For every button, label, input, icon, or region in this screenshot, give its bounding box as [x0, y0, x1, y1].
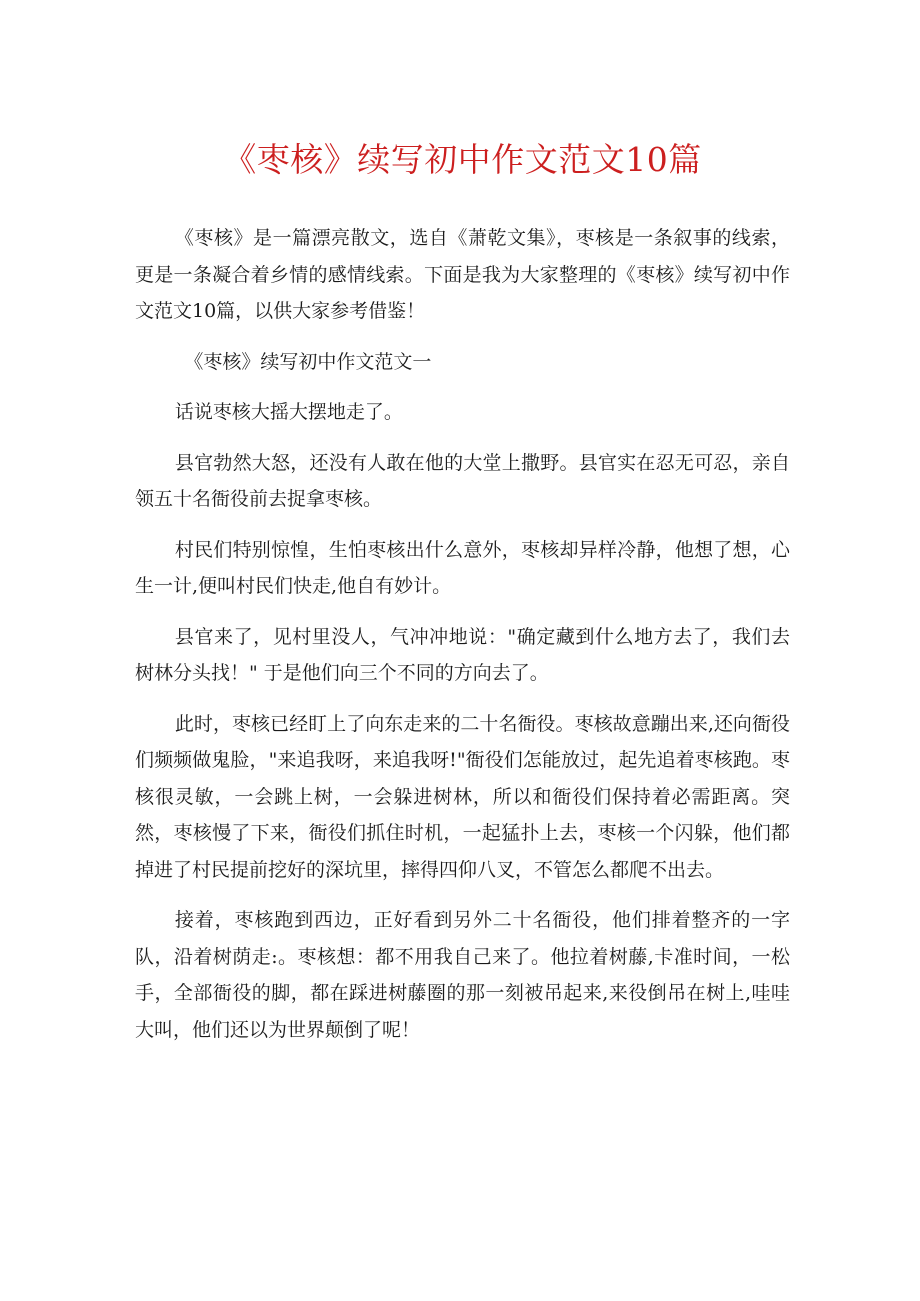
- intro-paragraph: 《枣核》是一篇漂亮散文，选自《萧乾文集》，枣核是一条叙事的线索，更是一条凝合着乡情的感情线索。下面是我为大家整理的《枣核》续写初中作文范文10篇，以供大家参考借鉴！: [135, 227, 790, 322]
- section-heading: 《枣核》续写初中作文范文一: [184, 350, 432, 373]
- body-paragraph: 村民们特别惊惶，生怕枣核出什么意外，枣核却异样冷静，他想了想，心生一计,便叫村民们快走,他自有妙计。: [135, 538, 790, 597]
- document-title: 《枣核》续写初中作文范文10篇: [223, 140, 702, 179]
- body-paragraph: 此时，枣核已经盯上了向东走来的二十名衙役。枣核故意蹦出来,还向衙役们频频做鬼脸，"来追我呀，来追我呀!"衙役们怎能放过，起先追着枣核跑。枣核很灵敏，一会跳上树，一会躲进树林，所以和衙役们保持着必需距离。突然，枣核慢了下来，衙役们抓住时机，一起猛扑上去，枣核一个闪躲，他们都掉进了村民提前挖好的深坑里，摔得四仰八叉，不管怎么都爬不出去。: [135, 712, 790, 881]
- body-paragraph: 县官来了，见村里没人，气冲冲地说："确定藏到什么地方去了，我们去树林分头找！" 于是他们向三个不同的方向去了。: [135, 625, 790, 684]
- body-paragraph: 话说枣核大摇大摆地走了。: [174, 401, 403, 423]
- body-paragraph: 县官勃然大怒，还没有人敢在他的大堂上撒野。县官实在忍无可忍，亲自领五十名衙役前去捉拿枣核。: [135, 451, 790, 510]
- body-paragraph: 接着，枣核跑到西边，正好看到另外二十名衙役，他们排着整齐的一字队，沿着树荫走:。枣核想：都不用我自己来了。他拉着树藤,卡准时间，一松手，全部衙役的脚，都在踩进树藤圈的那一刻被吊起来,来役倒吊在树上,哇哇大叫，他们还以为世界颠倒了呢！: [135, 909, 790, 1041]
